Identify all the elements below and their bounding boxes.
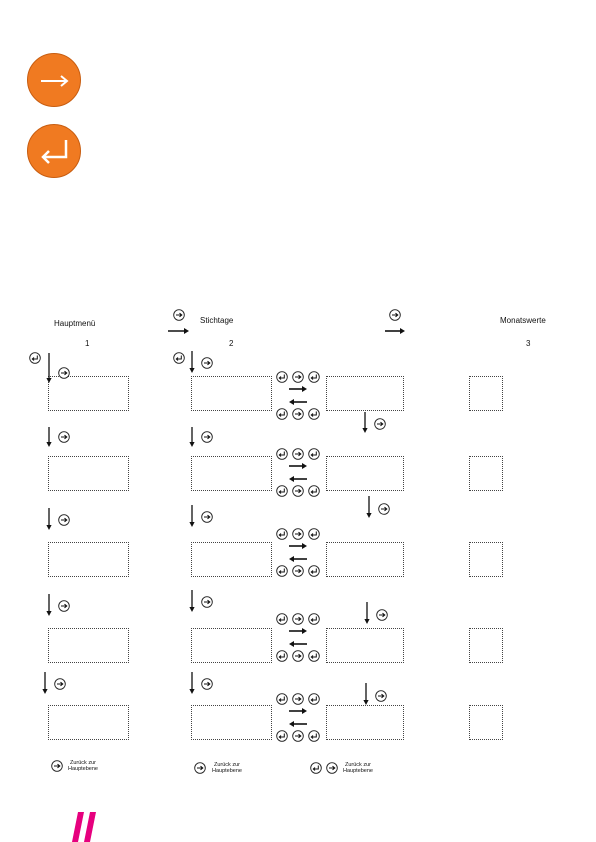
arrow-right-head [302, 708, 307, 714]
arrow-right-head [302, 386, 307, 392]
arrow-right-icon [202, 679, 213, 690]
arrow-right-head [302, 463, 307, 469]
arrow-down-head [189, 442, 194, 447]
arrow-right-icon [52, 761, 63, 772]
arrow-right-icon [202, 512, 213, 523]
enter-icon [277, 651, 288, 662]
arrow-right-icon [195, 763, 206, 774]
enter-icon [277, 731, 288, 742]
enter-icon [309, 614, 320, 625]
enter-icon [277, 409, 288, 420]
arrow-right-icon [293, 614, 304, 625]
arrow-left-head [289, 721, 294, 727]
arrow-down-head [46, 611, 51, 616]
enter-icon [309, 486, 320, 497]
arrow-right-icon [293, 486, 304, 497]
enter-icon [277, 529, 288, 540]
col1-title: Hauptmenü [54, 319, 96, 328]
enter-icon [309, 694, 320, 705]
footer-back-2-line2: Hauptebene [212, 768, 242, 774]
arrow-right-icon [202, 358, 213, 369]
arrow-down-head [189, 689, 194, 694]
enter-icon [277, 694, 288, 705]
enter-icon [277, 449, 288, 460]
enter-icon [174, 353, 185, 364]
arrow-right-icon [375, 419, 386, 430]
arrow-down-head [364, 619, 369, 624]
arrow-down-head [189, 522, 194, 527]
arrow-right-icon [59, 368, 70, 379]
arrow-right-icon [377, 610, 388, 621]
footer-back-1-line2: Hauptebene [68, 766, 98, 772]
arrow-right-icon [379, 504, 390, 515]
enter-icon [277, 566, 288, 577]
arrow-left-head [289, 641, 294, 647]
arrow-down-head [366, 513, 371, 518]
arrow-right-head [302, 543, 307, 549]
arrow-right-icon [293, 449, 304, 460]
arrow-down-head [46, 442, 51, 447]
arrow-left-head [289, 556, 294, 562]
arrow-right-icon [376, 691, 387, 702]
enter-icon [309, 529, 320, 540]
enter-icon [309, 651, 320, 662]
enter-icon [277, 372, 288, 383]
enter-icon [309, 731, 320, 742]
col3-title: Monatswerte [500, 316, 546, 325]
enter-icon [277, 486, 288, 497]
arrow-right-icon [293, 529, 304, 540]
footer-back-2-line1: Zurück zur [214, 762, 240, 768]
footer-back-3-line2: Hauptebene [343, 768, 373, 774]
arrow-right-icon [293, 651, 304, 662]
arrow-left-head [289, 476, 294, 482]
arrow-right-icon [174, 310, 185, 321]
arrow-right-icon [390, 310, 401, 321]
arrow-down-head [363, 700, 368, 705]
arrow-left-head [289, 399, 294, 405]
footer-back-label-2 [212, 762, 242, 774]
arrow-down-head [362, 428, 367, 433]
enter-icon [309, 449, 320, 460]
arrow-right-icon [293, 566, 304, 577]
enter-icon [311, 763, 322, 774]
arrow-down-head [42, 689, 47, 694]
arrow-down-head [189, 607, 194, 612]
arrow-right-icon [327, 763, 338, 774]
arrow-down-head [46, 378, 51, 383]
enter-icon [277, 614, 288, 625]
arrow-right-icon [59, 601, 70, 612]
enter-icon [309, 372, 320, 383]
col3-number: 3 [526, 339, 531, 348]
arrow-right-icon [293, 731, 304, 742]
arrow-right-icon [59, 432, 70, 443]
arrow-right-head [400, 328, 405, 334]
arrow-down-head [189, 368, 194, 373]
col2-number: 2 [229, 339, 234, 348]
arrow-right-icon [202, 432, 213, 443]
enter-icon [309, 566, 320, 577]
enter-icon [30, 353, 41, 364]
arrow-right-head [302, 628, 307, 634]
arrow-right-icon [202, 597, 213, 608]
brand-logo [64, 812, 104, 842]
arrow-right-icon [293, 694, 304, 705]
arrow-right-icon [293, 372, 304, 383]
arrow-down-head [46, 525, 51, 530]
arrow-right-icon [293, 409, 304, 420]
arrow-right-icon [55, 679, 66, 690]
footer-back-3-line1: Zurück zur [345, 762, 371, 768]
footer-back-label-1 [68, 760, 98, 772]
footer-back-label-3 [343, 762, 373, 774]
enter-icon [309, 409, 320, 420]
col1-number: 1 [85, 339, 90, 348]
arrow-right-icon [59, 515, 70, 526]
col2-title: Stichtage [200, 316, 234, 325]
arrow-right-head [184, 328, 189, 334]
footer-back-1-line1: Zurück zur [70, 760, 96, 766]
